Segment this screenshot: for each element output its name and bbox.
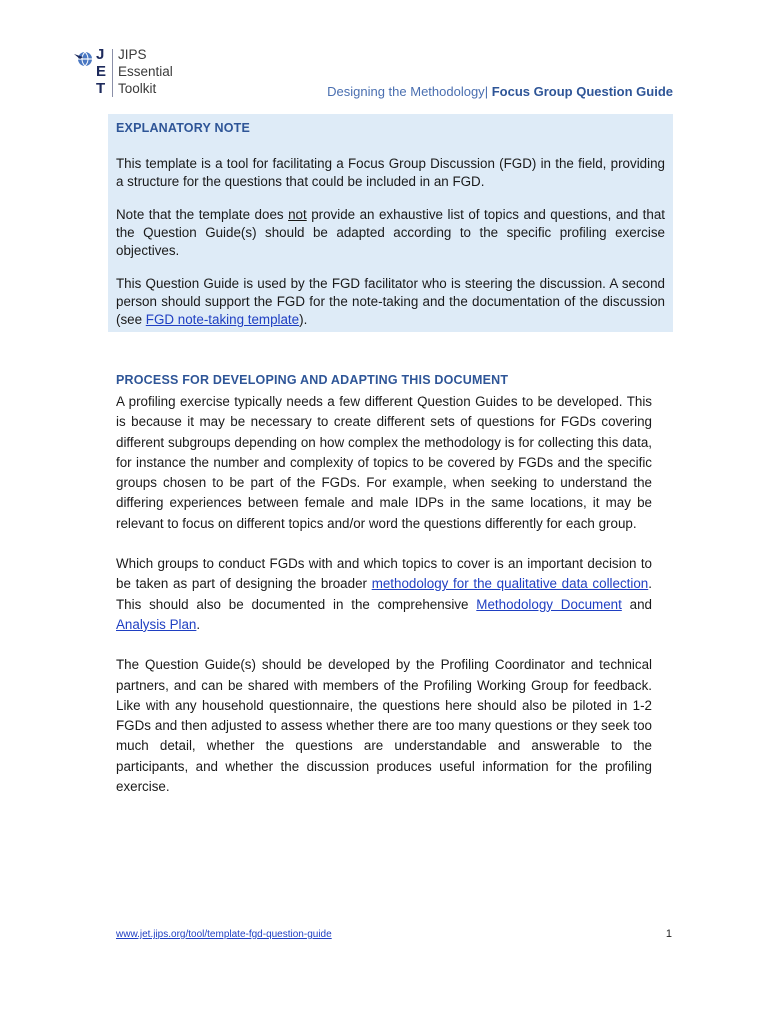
header-subtitle: Focus Group Question Guide [491, 84, 673, 99]
note-paragraph-3: This Question Guide is used by the FGD facilitator who is steering the discussion. A second person should support the FGD for the note-taking and the documentation of the discussion (see FGD note-taking template). [116, 276, 665, 327]
process-section [116, 372, 652, 817]
page-number: 1 [665, 928, 672, 940]
methodology-document-link[interactable]: Methodology Document [476, 596, 622, 612]
process-paragraph-3: The Question Guide(s) should be developed by the Profiling Coordinator and technical partners, and can be shared with members of the Profiling Working Group for feedback. Like with any household questionnaire, the questions here should also be piloted in 1-2 FGDs and then adjusted to assess whether there are too many questions or they seek too much detail, whether the questions are understandable and answerable to the participants, and whether the discussion produces useful information for the profiling exercise. [116, 657, 652, 795]
jet-logo [74, 46, 214, 102]
logo-letters: J E T [96, 46, 107, 97]
header-separator: | [484, 84, 489, 99]
header-section: Designing the Methodology [327, 84, 485, 99]
analysis-plan-link[interactable]: Analysis Plan [116, 616, 197, 632]
logo-divider [112, 49, 113, 97]
process-paragraph-2: Which groups to conduct FGDs with and which topics to cover is an important decision to be taken as part of designing the broader methodology for the qualitative data collection. This should also be documented in the comprehensive Methodology Document and Analysis Plan. [116, 556, 652, 632]
globe-arrow-icon [74, 48, 98, 72]
methodology-qualitative-link[interactable]: methodology for the qualitative data collection [371, 576, 649, 592]
process-paragraph-1: A profiling exercise typically needs a few different Question Guides to be developed. This is because it may be necessary to create different sets of questions for FGDs covering different subgroups depending on how complex the methodology is for collecting this data, for instance the number and complexity of topics to be covered by FGDs and the specific groups chosen to be part of the FGDs. For example, when seeking to understand the differing experiences between female and male IDPs in the same locations, it may be relevant to focus on different topics and/or word the questions differently for each group. [116, 394, 652, 531]
note-paragraph-2: Note that the template does not provide an exhaustive list of topics and questions, and that the Question Guide(s) should be adapted according to the specific profiling exercise objectives. [116, 207, 665, 258]
process-title: PROCESS FOR DEVELOPING AND ADAPTING THIS DOCUMENT [116, 373, 509, 387]
explanatory-note-box [108, 114, 673, 332]
emphasis-not: not [288, 207, 307, 222]
fgd-note-taking-template-link[interactable]: FGD note-taking template [145, 312, 300, 327]
note-title: EXPLANATORY NOTE [116, 121, 251, 135]
footer-url-link[interactable]: www.jet.jips.org/tool/template-fgd-question-guide [116, 929, 332, 940]
logo-text: JIPS Essential Toolkit [118, 47, 173, 96]
page-header [327, 84, 673, 99]
note-paragraph-1: This template is a tool for facilitating a Focus Group Discussion (FGD) in the field, providing a structure for the questions that could be included in an FGD. [116, 156, 665, 189]
